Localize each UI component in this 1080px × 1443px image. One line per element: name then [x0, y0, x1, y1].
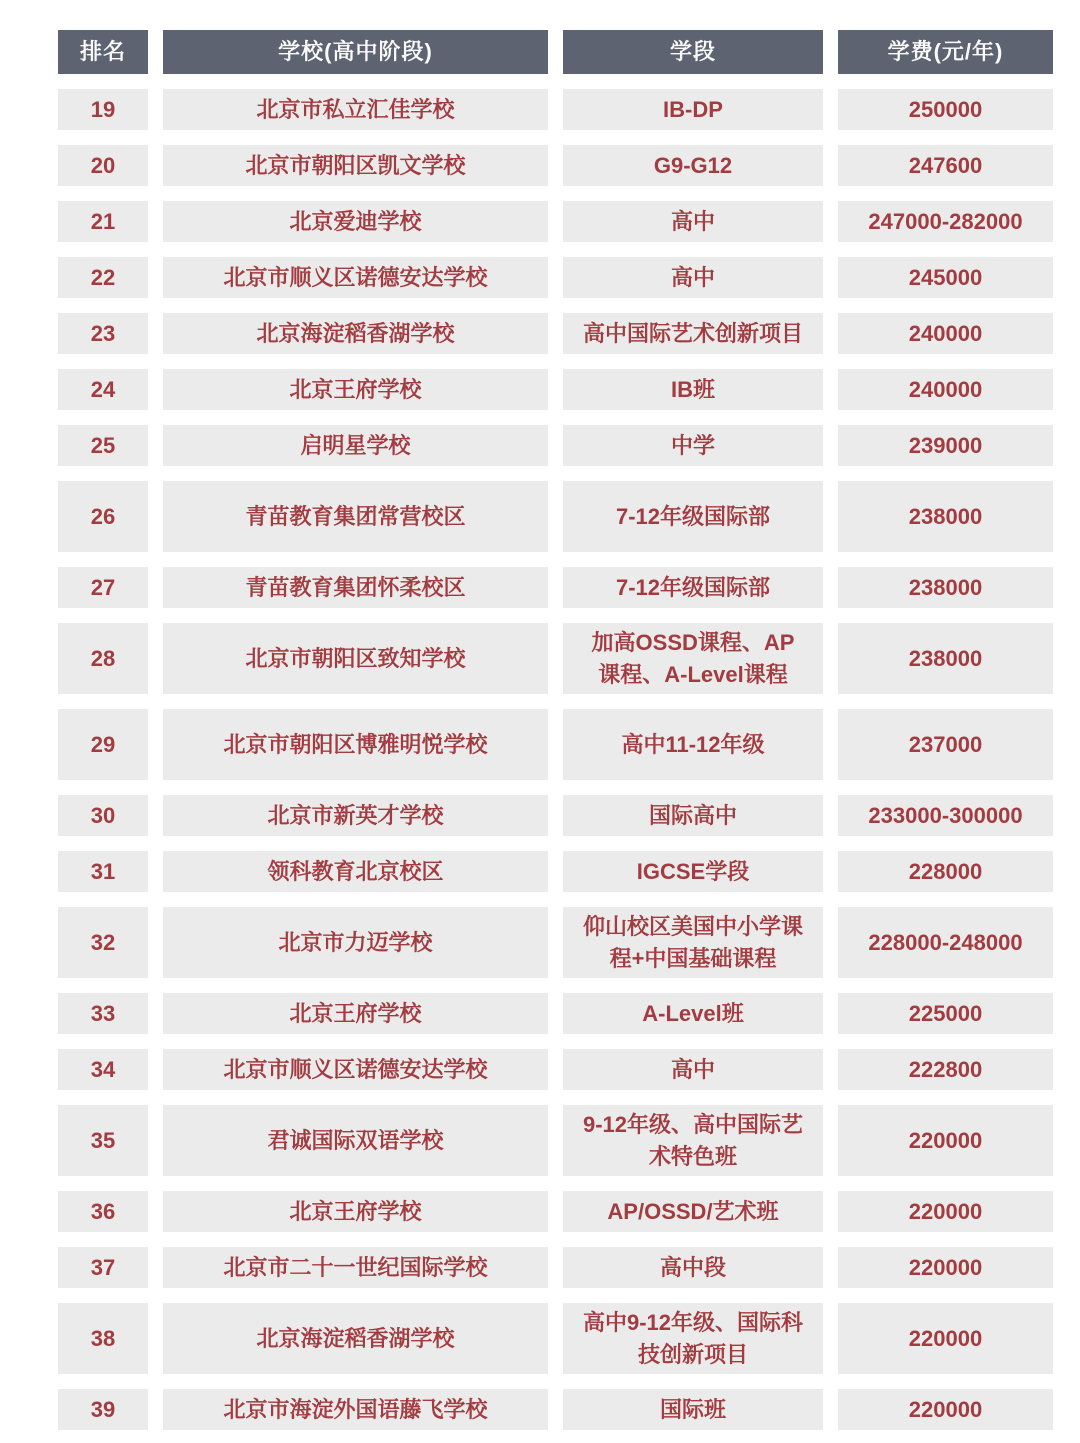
stage-cell: 高中9-12年级、国际科技创新项目	[563, 1303, 823, 1374]
rank-cell: 29	[58, 709, 148, 780]
fee-cell: 250000	[838, 89, 1053, 130]
stage-cell: 高中国际艺术创新项目	[563, 313, 823, 354]
header-rank: 排名	[58, 30, 148, 74]
rank-cell: 23	[58, 313, 148, 354]
stage-cell: 高中段	[563, 1247, 823, 1288]
school-cell: 青苗教育集团怀柔校区	[163, 567, 548, 608]
table-row	[58, 145, 1053, 186]
fee-cell: 247600	[838, 145, 1053, 186]
rank-cell: 20	[58, 145, 148, 186]
table-row	[58, 1389, 1053, 1430]
fee-cell: 233000-300000	[838, 795, 1053, 836]
school-cell: 北京市朝阳区凯文学校	[163, 145, 548, 186]
table-row	[58, 1191, 1053, 1232]
rank-cell: 38	[58, 1303, 148, 1374]
fee-cell: 239000	[838, 425, 1053, 466]
stage-cell: 中学	[563, 425, 823, 466]
stage-cell: 7-12年级国际部	[563, 481, 823, 552]
stage-cell: G9-G12	[563, 145, 823, 186]
fee-cell: 220000	[838, 1105, 1053, 1176]
table-row	[58, 369, 1053, 410]
fee-cell: 240000	[838, 313, 1053, 354]
table-row	[58, 623, 1053, 694]
stage-cell: 高中	[563, 201, 823, 242]
fee-cell: 238000	[838, 567, 1053, 608]
fee-cell: 240000	[838, 369, 1053, 410]
table-body	[58, 89, 1053, 1430]
rank-cell: 25	[58, 425, 148, 466]
school-cell: 北京市新英才学校	[163, 795, 548, 836]
rank-cell: 33	[58, 993, 148, 1034]
rank-cell: 32	[58, 907, 148, 978]
school-cell: 北京海淀稻香湖学校	[163, 1303, 548, 1374]
school-cell: 君诚国际双语学校	[163, 1105, 548, 1176]
fee-cell: 225000	[838, 993, 1053, 1034]
rank-cell: 22	[58, 257, 148, 298]
fee-cell: 238000	[838, 623, 1053, 694]
table-row	[58, 709, 1053, 780]
stage-cell: 加高OSSD课程、AP课程、A-Level课程	[563, 623, 823, 694]
table-row	[58, 1049, 1053, 1090]
rank-cell: 39	[58, 1389, 148, 1430]
school-cell: 北京市顺义区诺德安达学校	[163, 1049, 548, 1090]
table-row	[58, 1105, 1053, 1176]
table-row	[58, 481, 1053, 552]
rank-cell: 24	[58, 369, 148, 410]
rank-cell: 31	[58, 851, 148, 892]
rank-cell: 34	[58, 1049, 148, 1090]
stage-cell: IB班	[563, 369, 823, 410]
table-row	[58, 201, 1053, 242]
school-cell: 启明星学校	[163, 425, 548, 466]
tuition-ranking-table	[58, 30, 1053, 1430]
school-cell: 北京王府学校	[163, 369, 548, 410]
table-row	[58, 257, 1053, 298]
rank-cell: 19	[58, 89, 148, 130]
table-row	[58, 425, 1053, 466]
rank-cell: 21	[58, 201, 148, 242]
school-cell: 北京市私立汇佳学校	[163, 89, 548, 130]
fee-cell: 220000	[838, 1389, 1053, 1430]
header-fee: 学费(元/年)	[838, 30, 1053, 74]
school-cell: 北京市力迈学校	[163, 907, 548, 978]
rank-cell: 35	[58, 1105, 148, 1176]
school-cell: 北京海淀稻香湖学校	[163, 313, 548, 354]
table-header-row	[58, 30, 1053, 74]
school-cell: 北京爱迪学校	[163, 201, 548, 242]
rank-cell: 30	[58, 795, 148, 836]
table-row	[58, 1247, 1053, 1288]
school-cell: 北京市海淀外国语藤飞学校	[163, 1389, 548, 1430]
school-cell: 领科教育北京校区	[163, 851, 548, 892]
rank-cell: 37	[58, 1247, 148, 1288]
rank-cell: 36	[58, 1191, 148, 1232]
table-row	[58, 89, 1053, 130]
table-row	[58, 567, 1053, 608]
table-row	[58, 1303, 1053, 1374]
stage-cell: 国际高中	[563, 795, 823, 836]
stage-cell: 高中11-12年级	[563, 709, 823, 780]
stage-cell: 国际班	[563, 1389, 823, 1430]
stage-cell: 7-12年级国际部	[563, 567, 823, 608]
stage-cell: 9-12年级、高中国际艺术特色班	[563, 1105, 823, 1176]
header-school: 学校(高中阶段)	[163, 30, 548, 74]
fee-cell: 237000	[838, 709, 1053, 780]
stage-cell: IB-DP	[563, 89, 823, 130]
stage-cell: AP/OSSD/艺术班	[563, 1191, 823, 1232]
fee-cell: 238000	[838, 481, 1053, 552]
school-cell: 青苗教育集团常营校区	[163, 481, 548, 552]
stage-cell: 高中	[563, 1049, 823, 1090]
fee-cell: 247000-282000	[838, 201, 1053, 242]
fee-cell: 228000-248000	[838, 907, 1053, 978]
table-row	[58, 795, 1053, 836]
rank-cell: 26	[58, 481, 148, 552]
rank-cell: 27	[58, 567, 148, 608]
school-cell: 北京王府学校	[163, 993, 548, 1034]
stage-cell: 仰山校区美国中小学课程+中国基础课程	[563, 907, 823, 978]
stage-cell: IGCSE学段	[563, 851, 823, 892]
school-cell: 北京市二十一世纪国际学校	[163, 1247, 548, 1288]
fee-cell: 228000	[838, 851, 1053, 892]
header-stage: 学段	[563, 30, 823, 74]
stage-cell: A-Level班	[563, 993, 823, 1034]
fee-cell: 245000	[838, 257, 1053, 298]
table-row	[58, 851, 1053, 892]
school-cell: 北京王府学校	[163, 1191, 548, 1232]
rank-cell: 28	[58, 623, 148, 694]
fee-cell: 220000	[838, 1191, 1053, 1232]
table-row	[58, 313, 1053, 354]
table-row	[58, 993, 1053, 1034]
school-cell: 北京市朝阳区博雅明悦学校	[163, 709, 548, 780]
fee-cell: 222800	[838, 1049, 1053, 1090]
stage-cell: 高中	[563, 257, 823, 298]
fee-cell: 220000	[838, 1247, 1053, 1288]
school-cell: 北京市顺义区诺德安达学校	[163, 257, 548, 298]
school-cell: 北京市朝阳区致知学校	[163, 623, 548, 694]
fee-cell: 220000	[838, 1303, 1053, 1374]
table-row	[58, 907, 1053, 978]
